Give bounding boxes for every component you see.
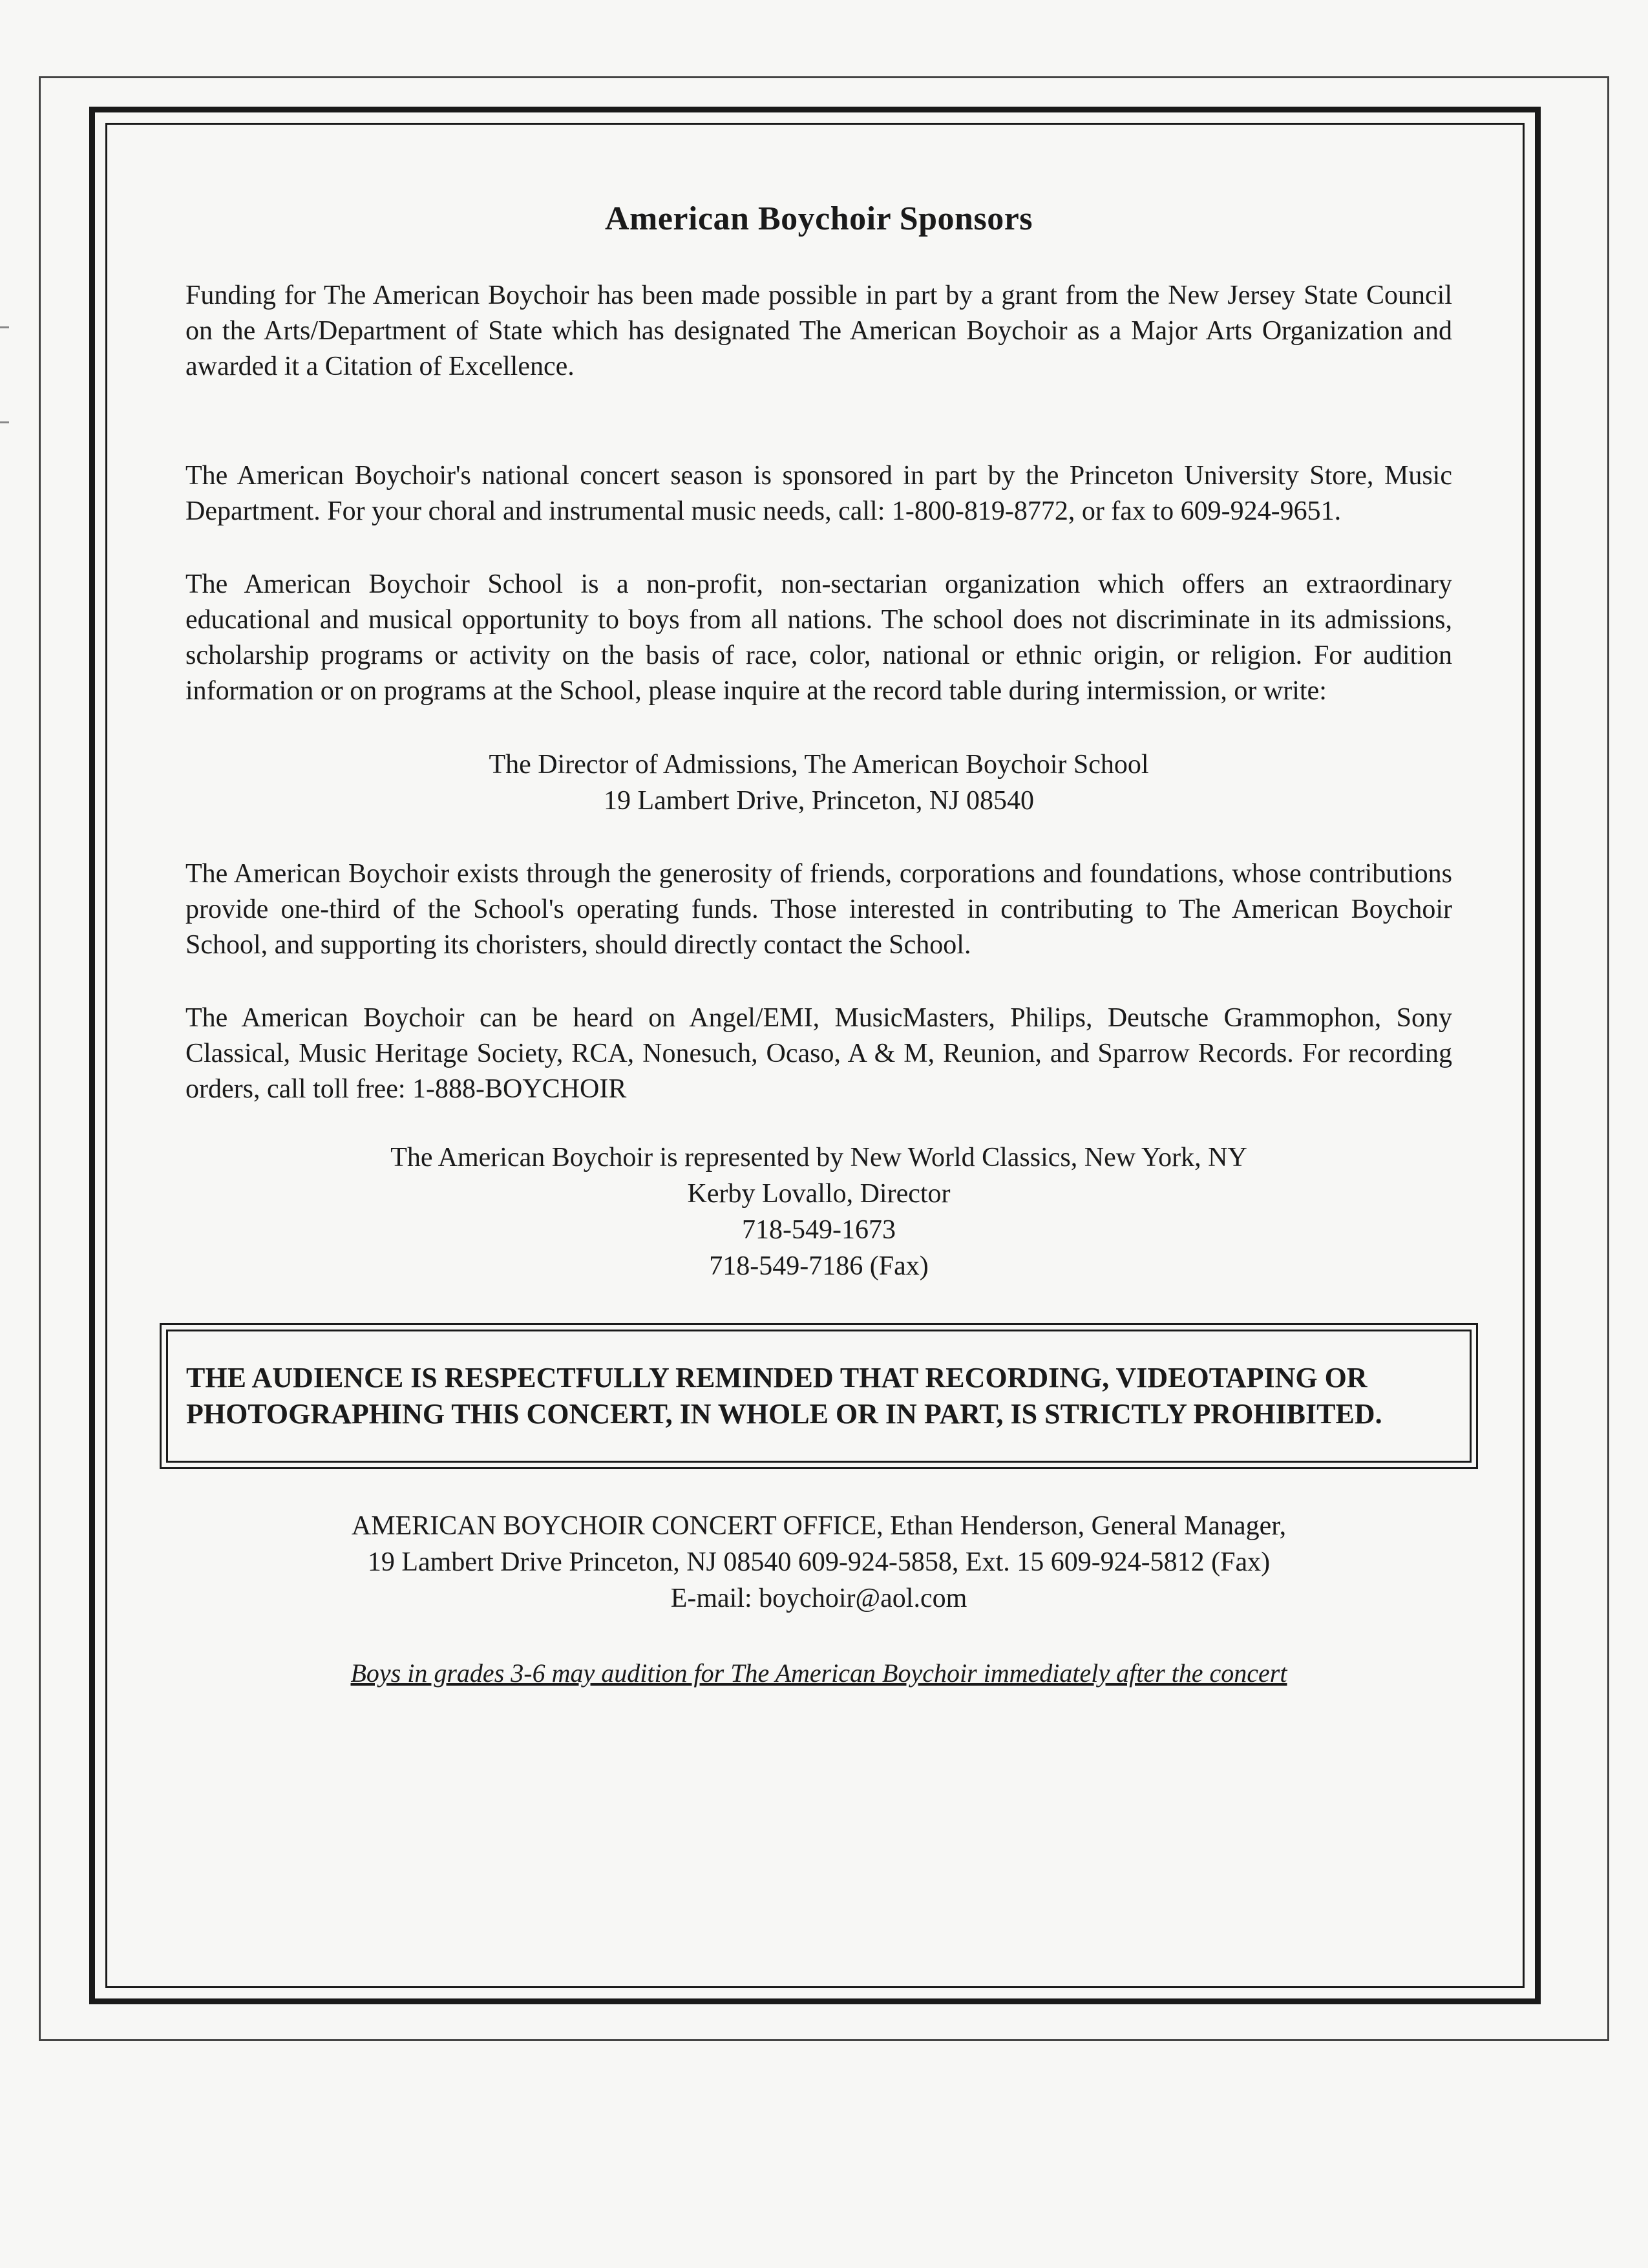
paragraph-generosity: The American Boychoir exists through the generosity of friends, corporations and foundations, whose contributions provide one-third of the School's operating funds. Those interested in contributing to The American Boychoir School, and supporting its choristers, should directly contact the School. xyxy=(185,859,1452,960)
recording-notice-box xyxy=(160,1323,1478,1469)
recording-notice: THE AUDIENCE IS RESPECTFULLY REMINDED THAT RECORDING, VIDEOTAPING OR PHOTOGRAPHING THIS CONCERT, IN WHOLE OR IN PART, IS STRICTLY PROHIBITED. xyxy=(166,1330,1472,1463)
edge-mark-bottom xyxy=(0,421,9,423)
edge-mark-top xyxy=(0,326,9,328)
document-content xyxy=(185,200,1452,1688)
paragraph-recordings: The American Boychoir can be heard on Angel/EMI, MusicMasters, Philips, Deutsche Grammophon, Sony Classical, Music Heritage Society, RCA, Nonesuch, Ocaso, A & M, Reunion, and Sparrow Records. For recording orders, call toll free: 1-888-BOYCHOIR xyxy=(185,1003,1452,1104)
concert-office-email: E-mail: boychoir@aol.com xyxy=(670,1584,967,1613)
representation-block xyxy=(185,1139,1452,1284)
address-line: The Director of Admissions, The American Boychoir School xyxy=(489,750,1149,779)
outer-border xyxy=(89,107,1541,2004)
concert-office-line: AMERICAN BOYCHOIR CONCERT OFFICE, Ethan Henderson, General Manager, xyxy=(351,1511,1287,1541)
paragraph-sponsor: The American Boychoir's national concert season is sponsored in part by the Princeton University Store, Music Department. For your choral and instrumental music needs, call: 1-800-819-8772, or fax to 609-924-9651. xyxy=(185,461,1452,526)
concert-office-block xyxy=(185,1508,1452,1616)
paragraph-funding: Funding for The American Boychoir has been made possible in part by a grant from the New Jersey State Council on the Arts/Department of State which has designated The American Boychoir as a Major Arts Organization and awarded it a Citation of Excellence. xyxy=(185,281,1452,381)
representation-line: The American Boychoir is represented by New World Classics, New York, NY xyxy=(390,1143,1247,1172)
representation-line: 718-549-7186 (Fax) xyxy=(709,1251,929,1281)
paragraph-school: The American Boychoir School is a non-profit, non-sectarian organization which offers an extraordinary educational and musical opportunity to boys from all nations. The school does not discriminate in its admissions, scholarship programs or activity on the basis of race, color, national or ethnic origin, or religion. For audition information or on programs at the School, please inquire at the record table during intermission, or write: xyxy=(185,569,1452,706)
representation-line: Kerby Lovallo, Director xyxy=(687,1179,951,1209)
address-line: 19 Lambert Drive, Princeton, NJ 08540 xyxy=(603,786,1035,816)
concert-office-line: 19 Lambert Drive Princeton, NJ 08540 609-924-5858, Ext. 15 609-924-5812 (Fax) xyxy=(367,1547,1271,1577)
audition-note: Boys in grades 3-6 may audition for The American Boychoir immediately after the concert xyxy=(350,1659,1287,1688)
representation-line: 718-549-1673 xyxy=(742,1215,896,1245)
document-title: American Boychoir Sponsors xyxy=(604,200,1033,237)
admissions-address xyxy=(185,747,1452,819)
